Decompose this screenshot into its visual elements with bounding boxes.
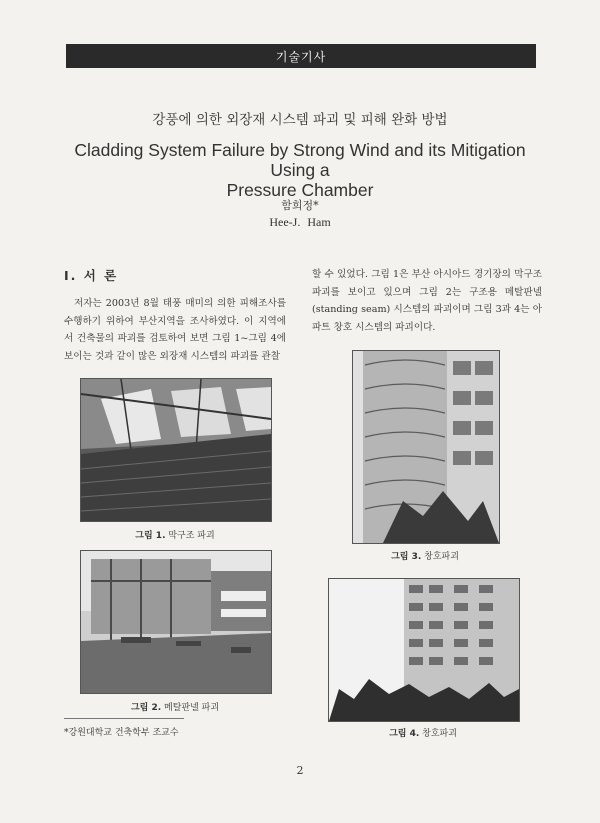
author-english: Hee-J. Ham: [269, 215, 331, 229]
footnote: *강원대학교 건축학부 조교수: [64, 728, 179, 738]
page-number: 2: [296, 764, 304, 777]
figure-1-caption: [80, 528, 270, 541]
figure-2-caption-text: 메탈판넬 파괴: [164, 703, 220, 713]
figure-1-photo: [80, 378, 272, 522]
figure-2-label: 그림 2.: [130, 703, 162, 713]
footnote-divider: [64, 718, 184, 719]
figure-4-caption: [328, 726, 518, 739]
title-english-line-1: Cladding System Failure by Strong Wind and its Mitigation Using a: [74, 140, 526, 180]
figure-1-caption-text: 막구조 파괴: [168, 531, 215, 541]
figure-3-caption: [352, 549, 498, 562]
section-heading-introduction: I. 서 론: [64, 268, 119, 283]
title-korean: 강풍에 의한 외장재 시스템 파괴 및 피해 완화 방법: [152, 112, 448, 128]
figure-2-caption: [80, 700, 270, 713]
title-english: [60, 140, 540, 200]
body-paragraph-right: 할 수 있었다. 그림 1은 부산 아시아드 경기장의 막구조 파괴를 보이고 있으며 그림 2는 구조용 메탈판넬(standing seam) 시스템의 파괴이며 그림 3과 4는 아파트 창호 시스템의 파괴이다.: [312, 269, 542, 333]
figure-4-photo: [328, 578, 520, 722]
figure-3-photo: [352, 350, 500, 544]
body-paragraph-left: 저자는 2003년 8월 태풍 매미의 의한 피해조사를 수행하기 위하여 부산지역을 조사하였다. 이 지역에서 건축물의 파괴를 검토하여 보면 그림 1~그림 4에 보이는 것과 같이 많은 외장재 시스템의 파괴를 관찰: [64, 298, 286, 362]
section-header-bar: [66, 44, 536, 68]
section-header-label: 기술기사: [266, 48, 336, 65]
figure-4-label: 그림 4.: [389, 729, 420, 739]
figure-3-label: 그림 3.: [391, 552, 422, 562]
author-korean: 함희정*: [281, 199, 319, 212]
figure-1-label: 그림 1.: [135, 531, 166, 541]
figure-2-photo: [80, 550, 272, 694]
title-english-line-2: Pressure Chamber: [226, 180, 374, 200]
figure-4-caption-text: 창호파괴: [422, 729, 457, 739]
figure-3-caption-text: 창호파괴: [424, 552, 459, 562]
